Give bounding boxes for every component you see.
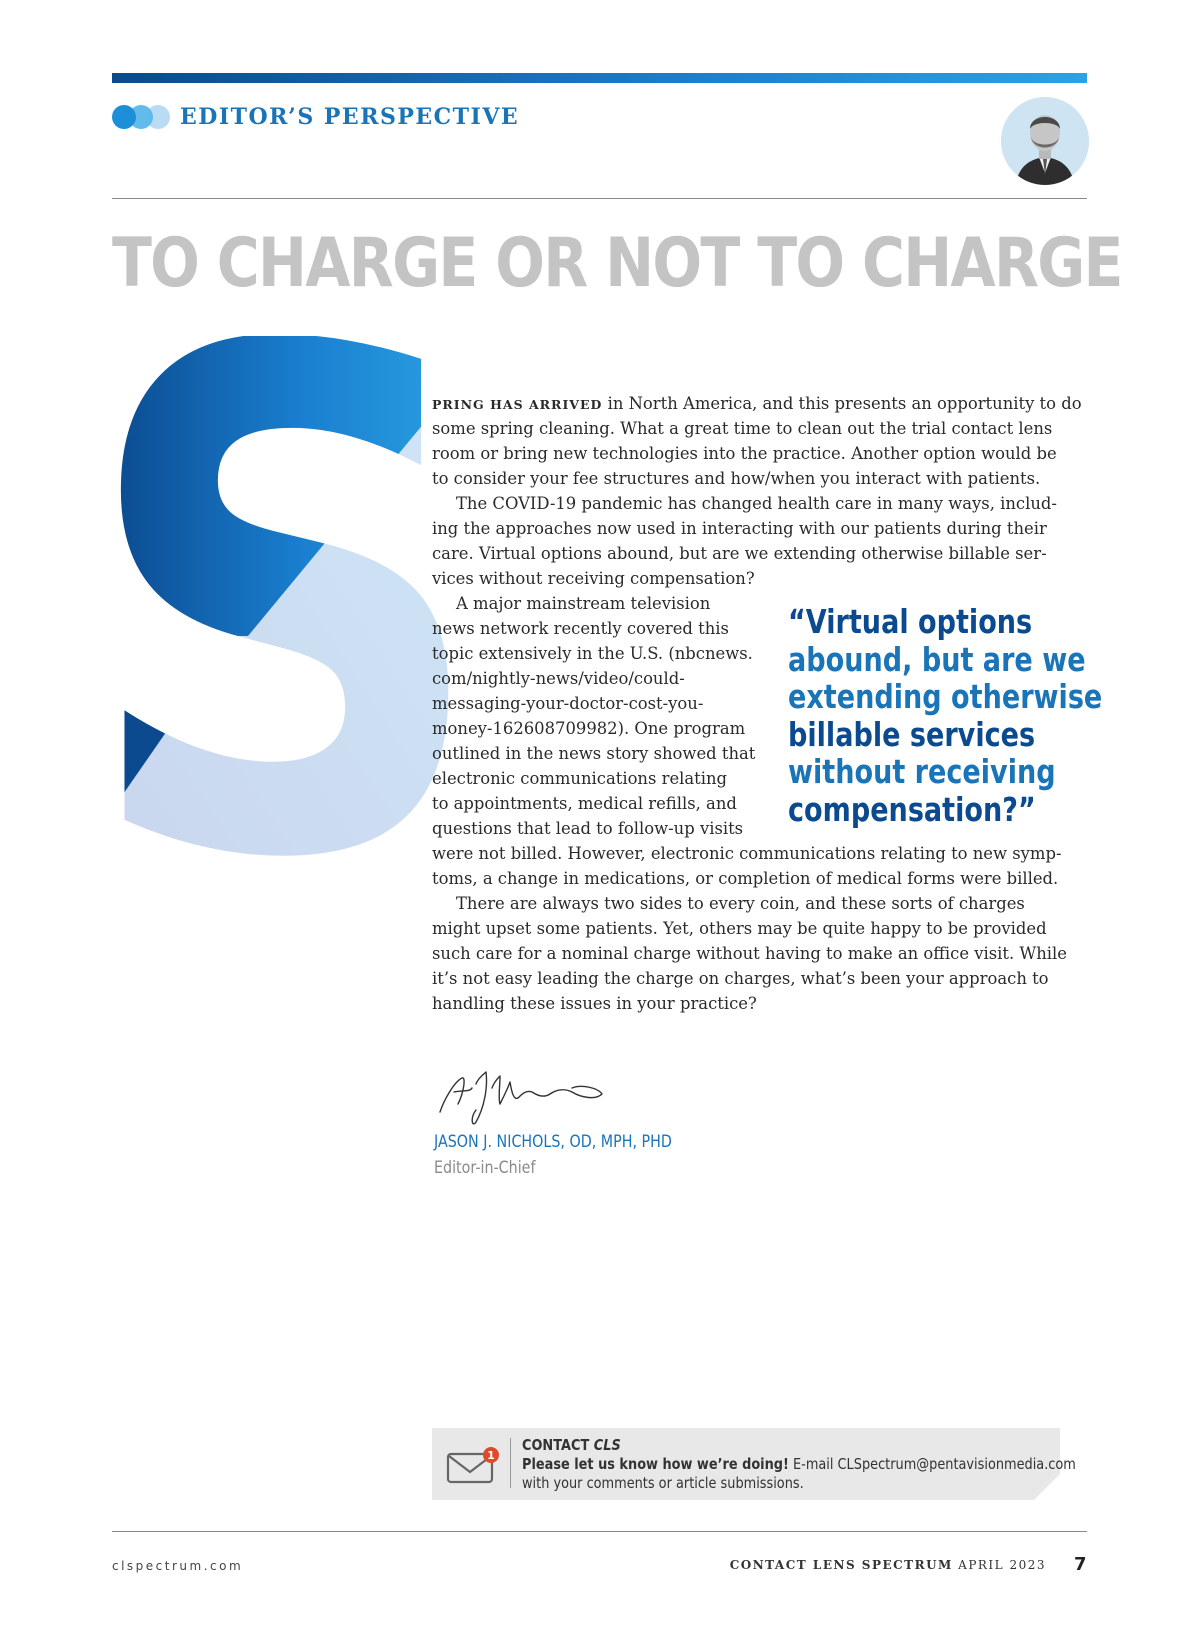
notification-badge: 1 [487,1449,495,1462]
section-dots-icon [112,104,172,130]
contact-email-line: E-mail CLSpectrum@pentavisionmedia.com [788,1455,1076,1473]
contact-prompt: Please let us know how we’re doing! [522,1455,789,1473]
top-color-bar [112,73,1087,83]
body-line-text: com/nightly-news/video/could- [432,669,685,688]
section-header [112,100,519,134]
body-line-text: money-162608709982). One program [432,719,746,738]
body-line [432,966,1082,991]
body-line-text: such care for a nominal charge without having to make an office visit. While [432,944,1067,963]
pull-quote-line: abound, but are we [788,639,1086,679]
body-line-text: vices without receiving compensation? [432,569,755,588]
pull-quote-line: billable services [788,714,1036,754]
body-line-text: toms, a change in medications, or completion of medical forms were billed. [432,869,1059,888]
body-line [432,416,1082,441]
body-line-text: care. Virtual options abound, but are we extending otherwise billable ser- [432,544,1047,563]
body-line [432,566,1082,591]
contact-box [432,1428,1076,1500]
contact-heading: CONTACT [522,1436,594,1454]
pull-quote [788,603,1102,828]
issue-date: APRIL 2023 [952,1558,1046,1572]
signer-title: Editor-in-Chief [434,1158,536,1178]
footer-website: clspectrum.com [112,1559,244,1573]
body-line-text: were not billed. However, electronic communications relating to new symp- [432,844,1062,863]
body-line [432,541,1082,566]
body-line-text: A major mainstream television [456,594,711,613]
pull-quote-line: compensation?” [788,789,1036,829]
body-line-text: messaging-your-doctor-cost-you- [432,694,704,713]
body-line [432,841,1082,866]
editor-avatar [1001,97,1089,185]
body-line-text: to consider your fee structures and how/when you interact with patients. [432,469,1041,488]
body-line [432,991,1082,1016]
body-line-text: handling these issues in your practice? [432,994,757,1013]
page-number: 7 [1074,1554,1087,1575]
contact-divider [510,1438,511,1488]
body-line-text: to appointments, medical refills, and [432,794,737,813]
body-line [432,441,1082,466]
envelope-icon [446,1444,500,1488]
body-line [432,466,1082,491]
body-line-text: topic extensively in the U.S. (nbcnews. [432,644,753,663]
body-line [432,941,1082,966]
body-line-text: might upset some patients. Yet, others may be quite happy to be provided [432,919,1047,938]
body-line [432,516,1082,541]
body-line-text: outlined in the news story showed that [432,744,756,763]
pull-quote-line: extending otherwise [788,677,1103,716]
contact-heading-cls: CLS [593,1436,621,1454]
body-line [432,391,1082,416]
body-line-text: The COVID-19 pandemic has changed health care in many ways, includ- [456,494,1057,513]
body-line-text: in North America, and this presents an opportunity to do [602,394,1082,413]
body-line-text: it’s not easy leading the charge on charges, what’s been your approach to [432,969,1049,988]
body-line [432,916,1082,941]
body-line-text: electronic communications relating [432,769,728,788]
footer-divider [112,1531,1087,1532]
body-line-text: There are always two sides to every coin, and these sorts of charges [456,894,1025,913]
pull-quote-line: “Virtual options [788,602,1033,641]
header-divider [112,198,1087,199]
footer-publication [730,1558,1046,1572]
body-line-text: some spring cleaning. What a great time to clean out the trial contact lens [432,419,1053,438]
body-line [432,891,1082,916]
body-line-text: news network recently covered this [432,619,729,638]
signer-name: JASON J. NICHOLS, OD, MPH, PHD [434,1132,672,1152]
lead-in-text: PRING HAS ARRIVED [432,397,603,412]
body-line [432,491,1082,516]
contact-note: with your comments or article submissions. [522,1474,804,1492]
section-title: EDITOR’S PERSPECTIVE [180,104,520,130]
body-line-text: ing the approaches now used in interacting with our patients during their [432,519,1047,538]
body-line [432,866,1082,891]
article-headline: TO CHARGE OR NOT TO CHARGE [112,224,1122,303]
contact-text [522,1436,1076,1493]
pull-quote-line: without receiving [788,752,1056,791]
body-line-text: questions that lead to follow-up visits [432,819,744,838]
body-line-text: room or bring new technologies into the practice. Another option would be [432,444,1057,463]
publication-name: CONTACT LENS SPECTRUM [729,1558,953,1572]
drop-cap-letter [108,336,463,881]
editor-signature [432,1048,632,1128]
